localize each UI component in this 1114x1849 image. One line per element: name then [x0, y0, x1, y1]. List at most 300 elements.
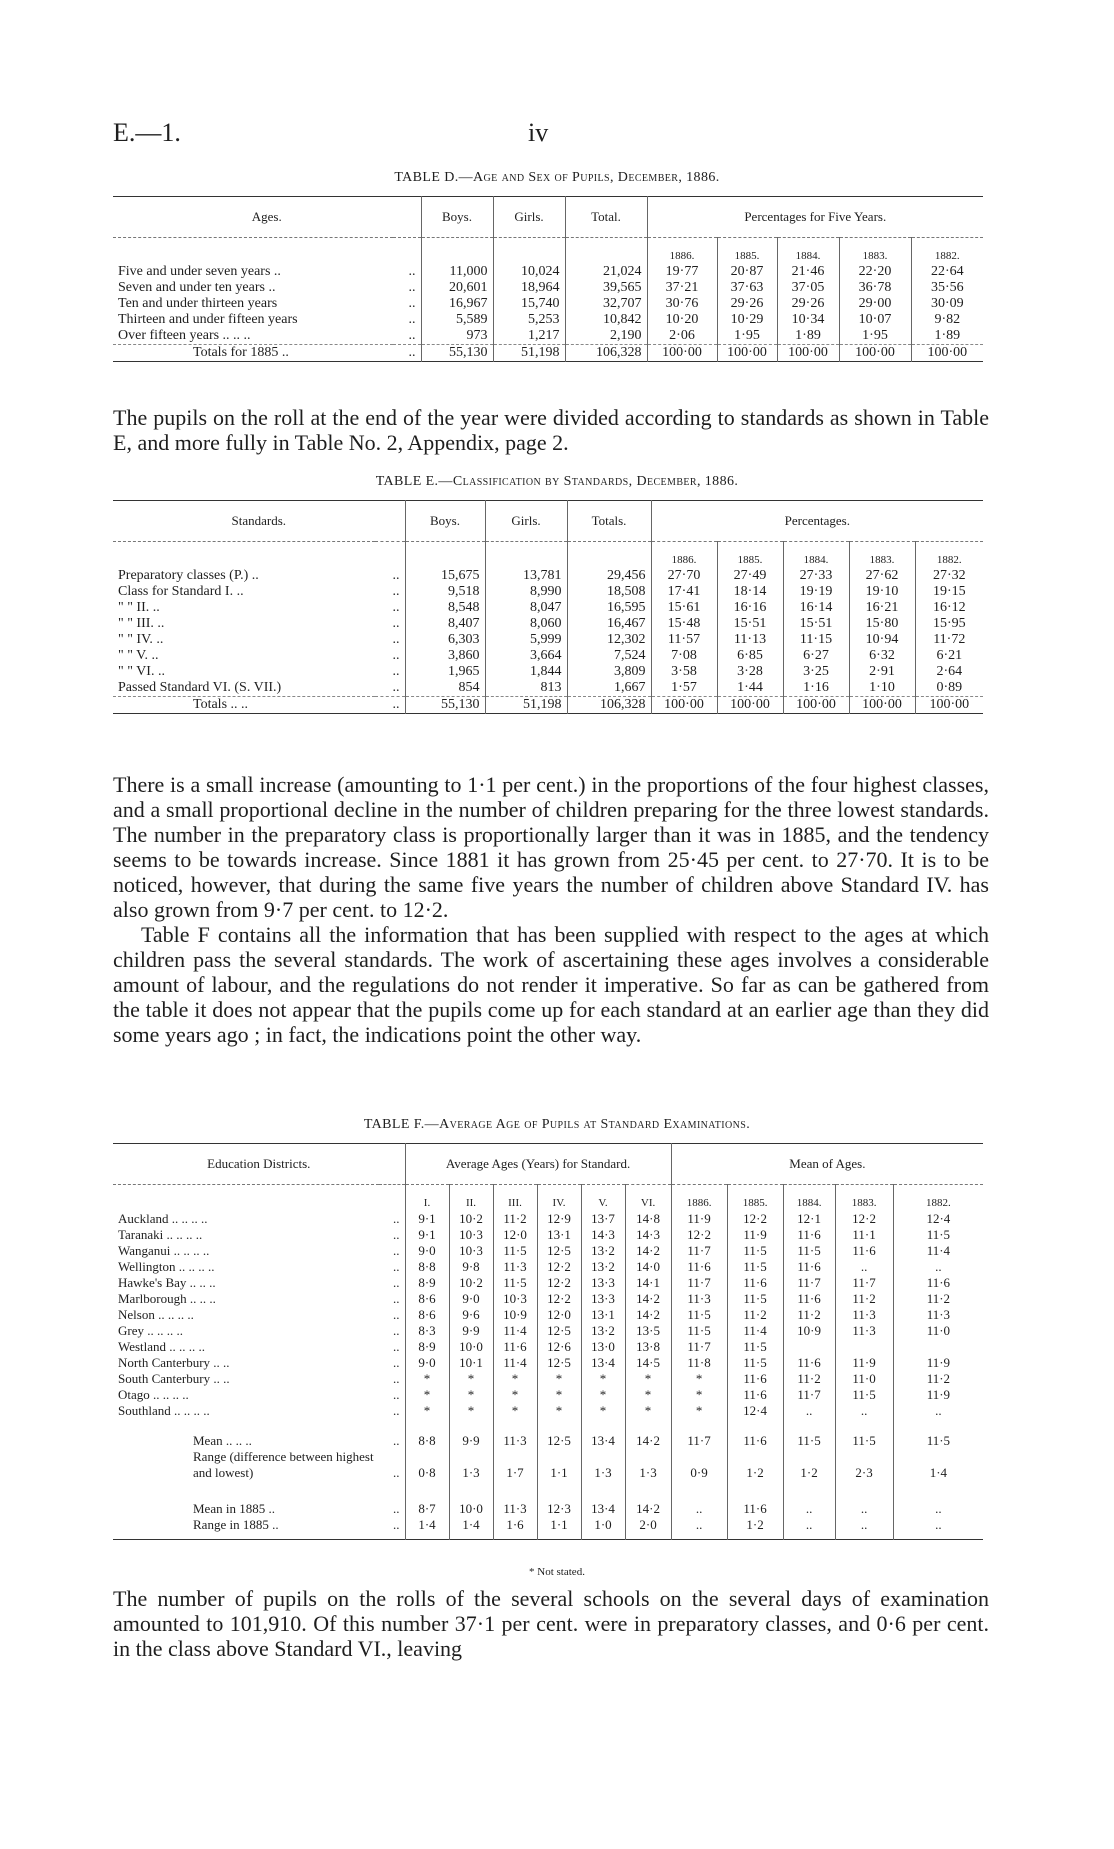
- mean-age-value: 11·9: [727, 1227, 783, 1243]
- average-age-value: 14·2: [625, 1291, 671, 1307]
- document-reference: E.—1.: [113, 118, 181, 147]
- boys-value: 20,601: [421, 280, 493, 296]
- blank-cell: [113, 238, 393, 265]
- mean-age-value: 11·6: [783, 1355, 835, 1371]
- row-leader: ..: [392, 568, 400, 583]
- percentage-value: 11·15: [783, 632, 849, 648]
- summary-value: 1·6: [493, 1517, 537, 1540]
- percentage-value: 10·94: [849, 632, 915, 648]
- mean-age-value: 11·3: [835, 1307, 893, 1323]
- percentage-total: 100·00: [849, 697, 915, 714]
- row-leader: ..: [393, 1371, 400, 1386]
- mean-age-value: 11·3: [893, 1307, 983, 1323]
- average-age-value: *: [537, 1387, 581, 1403]
- average-age-value: 8·3: [405, 1323, 449, 1339]
- girls-value: 3,664: [485, 648, 567, 664]
- average-age-value: 9·0: [449, 1291, 493, 1307]
- percentage-value: 2·06: [647, 328, 717, 345]
- mean-age-value: 12·2: [727, 1211, 783, 1227]
- row-leader: ..: [393, 1501, 400, 1516]
- summary-value: 1·4: [405, 1517, 449, 1540]
- average-age-value: 9·6: [449, 1307, 493, 1323]
- district-name: Otago .. .. .. ..: [118, 1387, 189, 1402]
- boys-value: 854: [405, 680, 485, 697]
- summary-row: [113, 1419, 983, 1449]
- mean-age-value: 11·6: [835, 1243, 893, 1259]
- percentage-value: 36·78: [839, 280, 911, 296]
- summary-value: 11·3: [493, 1419, 537, 1449]
- boys-value: 8,548: [405, 600, 485, 616]
- table-row: [113, 1387, 983, 1403]
- percentage-value: 1·89: [911, 328, 983, 345]
- average-age-value: 13·3: [581, 1291, 625, 1307]
- blank-cell: [567, 542, 651, 569]
- row-leader: ..: [392, 680, 400, 695]
- district-name: Hawke's Bay .. .. ..: [118, 1275, 216, 1290]
- average-age-value: 10·3: [493, 1291, 537, 1307]
- paragraph-1: [113, 405, 989, 455]
- row-leader: ..: [393, 345, 421, 362]
- mean-age-value: 11·0: [835, 1371, 893, 1387]
- mean-age-value: 11·6: [727, 1387, 783, 1403]
- blank-cell: [379, 1185, 405, 1212]
- total-value: 10,842: [565, 312, 647, 328]
- table-f-header-districts: Education Districts.: [207, 1156, 311, 1171]
- standard-label: I.: [405, 1185, 449, 1212]
- percentage-value: 20·87: [717, 264, 777, 280]
- average-age-value: 10·0: [449, 1339, 493, 1355]
- average-age-value: *: [537, 1371, 581, 1387]
- district-name: Auckland .. .. .. ..: [118, 1211, 208, 1226]
- average-age-value: 12·6: [537, 1339, 581, 1355]
- mean-age-value: 12·2: [671, 1227, 727, 1243]
- district-name: Wellington .. .. .. ..: [118, 1259, 215, 1274]
- standard-header-row: [113, 1185, 983, 1212]
- percentage-value: 27·33: [783, 568, 849, 584]
- table-row: [113, 280, 983, 296]
- row-label: " " VI. ..: [118, 664, 165, 679]
- girls-value: 5,253: [493, 312, 565, 328]
- summary-mean-value: ..: [835, 1517, 893, 1540]
- boys-value: 1,965: [405, 664, 485, 680]
- row-leader: ..: [393, 1355, 400, 1370]
- page-number: iv: [528, 118, 549, 147]
- paragraph-2: [113, 772, 989, 1047]
- average-age-value: 12·5: [537, 1243, 581, 1259]
- table-d-header-percentages: Percentages for Five Years.: [647, 197, 983, 238]
- average-age-value: 12·2: [537, 1291, 581, 1307]
- summary-mean-value: 11·6: [727, 1487, 783, 1517]
- mean-age-value: 11·2: [893, 1371, 983, 1387]
- mean-age-value: 11·6: [783, 1259, 835, 1275]
- summary-mean-value: ..: [835, 1487, 893, 1517]
- year-label: 1884.: [783, 542, 849, 569]
- average-age-value: 13·5: [625, 1323, 671, 1339]
- table-row: [113, 680, 983, 697]
- mean-age-value: ..: [893, 1259, 983, 1275]
- average-age-value: 13·2: [581, 1259, 625, 1275]
- percentage-value: 15·61: [651, 600, 717, 616]
- mean-age-value: 11·7: [671, 1243, 727, 1259]
- table-row: [113, 1307, 983, 1323]
- summary-value: 13·4: [581, 1419, 625, 1449]
- average-age-value: 10·2: [449, 1211, 493, 1227]
- percentage-value: 27·62: [849, 568, 915, 584]
- summary-mean-value: 11·5: [893, 1419, 983, 1449]
- mean-age-value: 11·7: [783, 1275, 835, 1291]
- district-name: South Canterbury .. ..: [118, 1371, 230, 1386]
- mean-age-value: 11·7: [671, 1275, 727, 1291]
- totals-row: [113, 345, 983, 362]
- summary-mean-value: ..: [783, 1517, 835, 1540]
- percentage-value: 16·12: [915, 600, 983, 616]
- girls-value: 1,217: [493, 328, 565, 345]
- mean-age-value: 11·9: [835, 1355, 893, 1371]
- blank-cell: [375, 542, 405, 569]
- table-row: [113, 1243, 983, 1259]
- row-label: Passed Standard VI. (S. VII.): [118, 680, 282, 695]
- summary-value: 1·3: [581, 1449, 625, 1487]
- year-label: 1882.: [893, 1185, 983, 1212]
- mean-age-value: 11·2: [727, 1307, 783, 1323]
- mean-age-value: 11·4: [727, 1323, 783, 1339]
- table-row: [113, 1275, 983, 1291]
- table-d: [113, 196, 983, 362]
- average-age-value: 12·5: [537, 1323, 581, 1339]
- blank-cell: [393, 238, 421, 265]
- row-leader: ..: [393, 1291, 400, 1306]
- average-age-value: 8·8: [405, 1259, 449, 1275]
- boys-value: 3,860: [405, 648, 485, 664]
- mean-age-value: 11·6: [671, 1259, 727, 1275]
- mean-age-value: *: [671, 1387, 727, 1403]
- average-age-value: 11·2: [493, 1211, 537, 1227]
- table-row: [113, 616, 983, 632]
- row-label: Five and under seven years ..: [118, 264, 281, 279]
- percentage-value: 15·48: [651, 616, 717, 632]
- average-age-value: 11·4: [493, 1355, 537, 1371]
- average-age-value: 13·1: [581, 1307, 625, 1323]
- percentage-value: 1·95: [717, 328, 777, 345]
- row-leader: ..: [408, 296, 416, 311]
- summary-value: 8·8: [405, 1419, 449, 1449]
- table-row: [113, 1403, 983, 1419]
- percentage-value: 1·16: [783, 680, 849, 697]
- mean-age-value: 11·7: [783, 1387, 835, 1403]
- row-leader: ..: [393, 1339, 400, 1354]
- table-row: [113, 632, 983, 648]
- mean-age-value: 11·6: [893, 1275, 983, 1291]
- mean-age-value: 11·4: [893, 1243, 983, 1259]
- average-age-value: *: [449, 1403, 493, 1419]
- table-row: [113, 1371, 983, 1387]
- average-age-value: *: [625, 1403, 671, 1419]
- row-leader: ..: [393, 1307, 400, 1322]
- district-name: Grey .. .. .. ..: [118, 1323, 183, 1338]
- mean-age-value: 11·2: [893, 1291, 983, 1307]
- summary-label: Mean .. .. ..: [193, 1433, 252, 1448]
- summary-value: 13·4: [581, 1487, 625, 1517]
- paragraph-3: [113, 1586, 989, 1661]
- percentage-value: 35·56: [911, 280, 983, 296]
- year-label: 1885.: [717, 542, 783, 569]
- percentage-value: 2·64: [915, 664, 983, 680]
- average-age-value: *: [449, 1371, 493, 1387]
- table-row: [113, 1355, 983, 1371]
- percentage-value: 1·10: [849, 680, 915, 697]
- percentage-value: 22·64: [911, 264, 983, 280]
- total-value: 39,565: [565, 280, 647, 296]
- average-age-value: 13·4: [581, 1355, 625, 1371]
- percentage-value: 1·89: [777, 328, 839, 345]
- average-age-value: *: [449, 1387, 493, 1403]
- boys-value: 973: [421, 328, 493, 345]
- total-value: 12,302: [567, 632, 651, 648]
- mean-age-value: 11·2: [783, 1371, 835, 1387]
- average-age-value: 13·1: [537, 1227, 581, 1243]
- mean-age-value: 11·9: [893, 1387, 983, 1403]
- mean-age-value: ..: [893, 1403, 983, 1419]
- percentage-value: 29·26: [717, 296, 777, 312]
- grand-total: 106,328: [565, 345, 647, 362]
- boys-total: 55,130: [421, 345, 493, 362]
- table-row: [113, 1259, 983, 1275]
- average-age-value: 11·3: [493, 1259, 537, 1275]
- paragraph-2b-text: Table F contains all the information that has been supplied with respect to the ages at which children pass the several standards. The work of ascertaining these ages involves a considerable amount of labour, and the regulations do not render it imperative. So far as can be gathered from the table it does not appear that the pupils come up for each standard at an earlier age than they did some years ago ; in fact, the indications point the other way.: [113, 922, 989, 1047]
- paragraph-2a-text: There is a small increase (amounting to 1·1 per cent.) in the proportions of the four highest classes, and a small proportional decline in the number of children preparing for the three lowest standards. The number in the preparatory class is proportionally larger than it was in 1885, and the tendency seems to be towards increase. Since 1881 it has grown from 25·45 per cent. to 27·70. It is to be noticed, however, that during the same five years the number of children above Standard IV. has also grown from 9·7 per cent. to 12·2.: [113, 772, 989, 922]
- table-row: [113, 296, 983, 312]
- year-label: 1884.: [777, 238, 839, 265]
- summary-value: 8·7: [405, 1487, 449, 1517]
- mean-age-value: 11·3: [671, 1291, 727, 1307]
- girls-value: 813: [485, 680, 567, 697]
- percentage-value: 15·51: [783, 616, 849, 632]
- average-age-value: 10·3: [449, 1227, 493, 1243]
- girls-value: 8,990: [485, 584, 567, 600]
- blank-cell: [493, 238, 565, 265]
- row-leader: ..: [393, 1211, 400, 1226]
- average-age-value: *: [405, 1387, 449, 1403]
- average-age-value: 14·0: [625, 1259, 671, 1275]
- mean-age-value: 11·2: [783, 1307, 835, 1323]
- page-header: [113, 118, 984, 152]
- table-row: [113, 1323, 983, 1339]
- table-d-header-boys: Boys.: [421, 197, 493, 238]
- row-label: " " II. ..: [118, 600, 160, 615]
- row-label: Over fifteen years .. .. ..: [118, 328, 251, 343]
- average-age-value: 9·1: [405, 1227, 449, 1243]
- boys-value: 9,518: [405, 584, 485, 600]
- year-label: 1886.: [651, 542, 717, 569]
- average-age-value: *: [625, 1371, 671, 1387]
- percentage-value: 16·21: [849, 600, 915, 616]
- row-label: " " V. ..: [118, 648, 159, 663]
- year-label: 1886.: [647, 238, 717, 265]
- total-value: 2,190: [565, 328, 647, 345]
- percentage-value: 17·41: [651, 584, 717, 600]
- mean-age-value: 12·4: [727, 1403, 783, 1419]
- total-value: 3,809: [567, 664, 651, 680]
- mean-age-value: 11·6: [727, 1371, 783, 1387]
- percentage-value: 11·72: [915, 632, 983, 648]
- summary-label: Mean in 1885 ..: [193, 1501, 275, 1516]
- mean-age-value: ..: [835, 1403, 893, 1419]
- row-leader: ..: [375, 697, 405, 714]
- row-label: Seven and under ten years ..: [118, 280, 276, 295]
- average-age-value: 14·2: [625, 1243, 671, 1259]
- average-age-value: 9·1: [405, 1211, 449, 1227]
- row-leader: ..: [408, 328, 416, 343]
- average-age-value: 10·1: [449, 1355, 493, 1371]
- row-leader: ..: [393, 1275, 400, 1290]
- mean-age-value: 11·3: [835, 1323, 893, 1339]
- district-name: Westland .. .. .. ..: [118, 1339, 206, 1354]
- percentage-value: 0·89: [915, 680, 983, 697]
- row-leader: ..: [393, 1227, 400, 1242]
- average-age-value: 14·3: [625, 1227, 671, 1243]
- summary-mean-value: 0·9: [671, 1449, 727, 1487]
- row-leader: ..: [408, 312, 416, 327]
- year-header-row: [113, 542, 983, 569]
- percentage-total: 100·00: [839, 345, 911, 362]
- percentage-value: 37·63: [717, 280, 777, 296]
- percentage-value: 15·80: [849, 616, 915, 632]
- table-row: [113, 600, 983, 616]
- percentage-total: 100·00: [647, 345, 717, 362]
- table-row: [113, 1227, 983, 1243]
- district-name: Wanganui .. .. .. ..: [118, 1243, 210, 1258]
- row-label: Preparatory classes (P.) ..: [118, 568, 259, 583]
- percentage-value: 16·16: [717, 600, 783, 616]
- average-age-value: 11·4: [493, 1323, 537, 1339]
- summary-value: 1·1: [537, 1449, 581, 1487]
- percentage-value: 29·00: [839, 296, 911, 312]
- boys-total: 55,130: [405, 697, 485, 714]
- year-label: 1885.: [727, 1185, 783, 1212]
- summary-mean-value: ..: [783, 1487, 835, 1517]
- summary-value: 1·1: [537, 1517, 581, 1540]
- year-label: 1884.: [783, 1185, 835, 1212]
- summary-mean-value: 1·2: [727, 1449, 783, 1487]
- percentage-value: 37·21: [647, 280, 717, 296]
- percentage-value: 6·32: [849, 648, 915, 664]
- percentage-total: 100·00: [915, 697, 983, 714]
- girls-total: 51,198: [485, 697, 567, 714]
- percentage-value: 27·49: [717, 568, 783, 584]
- average-age-value: *: [581, 1371, 625, 1387]
- percentage-value: 27·32: [915, 568, 983, 584]
- average-age-value: 9·0: [405, 1243, 449, 1259]
- percentage-value: 3·25: [783, 664, 849, 680]
- blank-cell: [113, 542, 375, 569]
- percentage-value: 29·26: [777, 296, 839, 312]
- boys-value: 11,000: [421, 264, 493, 280]
- percentage-value: 10·20: [647, 312, 717, 328]
- summary-value: 10·0: [449, 1487, 493, 1517]
- table-row: [113, 1291, 983, 1307]
- table-row: [113, 664, 983, 680]
- row-leader: ..: [392, 584, 400, 599]
- table-e-header-boys: Boys.: [405, 501, 485, 542]
- average-age-value: 9·9: [449, 1323, 493, 1339]
- mean-age-value: 11·1: [835, 1227, 893, 1243]
- mean-age-value: *: [671, 1371, 727, 1387]
- percentage-value: 6·85: [717, 648, 783, 664]
- mean-age-value: 11·5: [727, 1243, 783, 1259]
- row-label: Class for Standard I. ..: [118, 584, 244, 599]
- table-e-caption: TABLE E.—Classification by Standards, December, 1886.: [375, 474, 739, 489]
- row-label: " " IV. ..: [118, 632, 164, 647]
- summary-mean-value: 1·4: [893, 1449, 983, 1487]
- total-value: 1,667: [567, 680, 651, 697]
- percentage-value: 15·95: [915, 616, 983, 632]
- mean-age-value: ..: [783, 1403, 835, 1419]
- percentage-value: 1·44: [717, 680, 783, 697]
- average-age-value: *: [493, 1403, 537, 1419]
- mean-age-value: 11·5: [727, 1355, 783, 1371]
- table-d-header-girls: Girls.: [493, 197, 565, 238]
- percentage-value: 1·57: [651, 680, 717, 697]
- summary-value: 1·0: [581, 1517, 625, 1540]
- average-age-value: 9·8: [449, 1259, 493, 1275]
- totals-row: [113, 697, 983, 714]
- district-name: North Canterbury .. ..: [118, 1355, 230, 1370]
- average-age-value: 12·5: [537, 1355, 581, 1371]
- percentage-value: 30·09: [911, 296, 983, 312]
- mean-age-value: 11·5: [835, 1387, 893, 1403]
- standard-label: II.: [449, 1185, 493, 1212]
- average-age-value: 13·3: [581, 1275, 625, 1291]
- row-leader: ..: [392, 632, 400, 647]
- table-row: [113, 264, 983, 280]
- year-label: 1886.: [671, 1185, 727, 1212]
- standard-label: IV.: [537, 1185, 581, 1212]
- percentage-value: 6·21: [915, 648, 983, 664]
- mean-age-value: 11·5: [671, 1323, 727, 1339]
- boys-value: 16,967: [421, 296, 493, 312]
- girls-value: 8,047: [485, 600, 567, 616]
- average-age-value: 10·3: [449, 1243, 493, 1259]
- summary-mean-value: 1·2: [727, 1517, 783, 1540]
- mean-age-value: 11·8: [671, 1355, 727, 1371]
- summary-mean-value: 11·5: [835, 1419, 893, 1449]
- average-age-value: 12·0: [537, 1307, 581, 1323]
- summary-label: Range in 1885 ..: [193, 1517, 279, 1532]
- total-value: 32,707: [565, 296, 647, 312]
- average-age-value: 12·9: [537, 1211, 581, 1227]
- percentage-total: 100·00: [717, 345, 777, 362]
- girls-value: 1,844: [485, 664, 567, 680]
- average-age-value: *: [405, 1403, 449, 1419]
- district-name: Marlborough .. .. ..: [118, 1291, 216, 1306]
- totals-label: Totals .. ..: [113, 697, 375, 714]
- mean-age-value: 12·4: [893, 1211, 983, 1227]
- blank-cell: [405, 542, 485, 569]
- summary-value: 1·3: [449, 1449, 493, 1487]
- table-row: [113, 568, 983, 584]
- percentage-value: 11·13: [717, 632, 783, 648]
- grand-total: 106,328: [567, 697, 651, 714]
- row-leader: ..: [393, 1243, 400, 1258]
- mean-age-value: ..: [835, 1259, 893, 1275]
- row-leader: ..: [393, 1465, 400, 1480]
- blank-cell: [113, 1185, 379, 1212]
- mean-age-value: 11·5: [727, 1259, 783, 1275]
- average-age-value: 14·8: [625, 1211, 671, 1227]
- mean-age-value: 12·2: [835, 1211, 893, 1227]
- percentage-value: 11·57: [651, 632, 717, 648]
- girls-total: 51,198: [493, 345, 565, 362]
